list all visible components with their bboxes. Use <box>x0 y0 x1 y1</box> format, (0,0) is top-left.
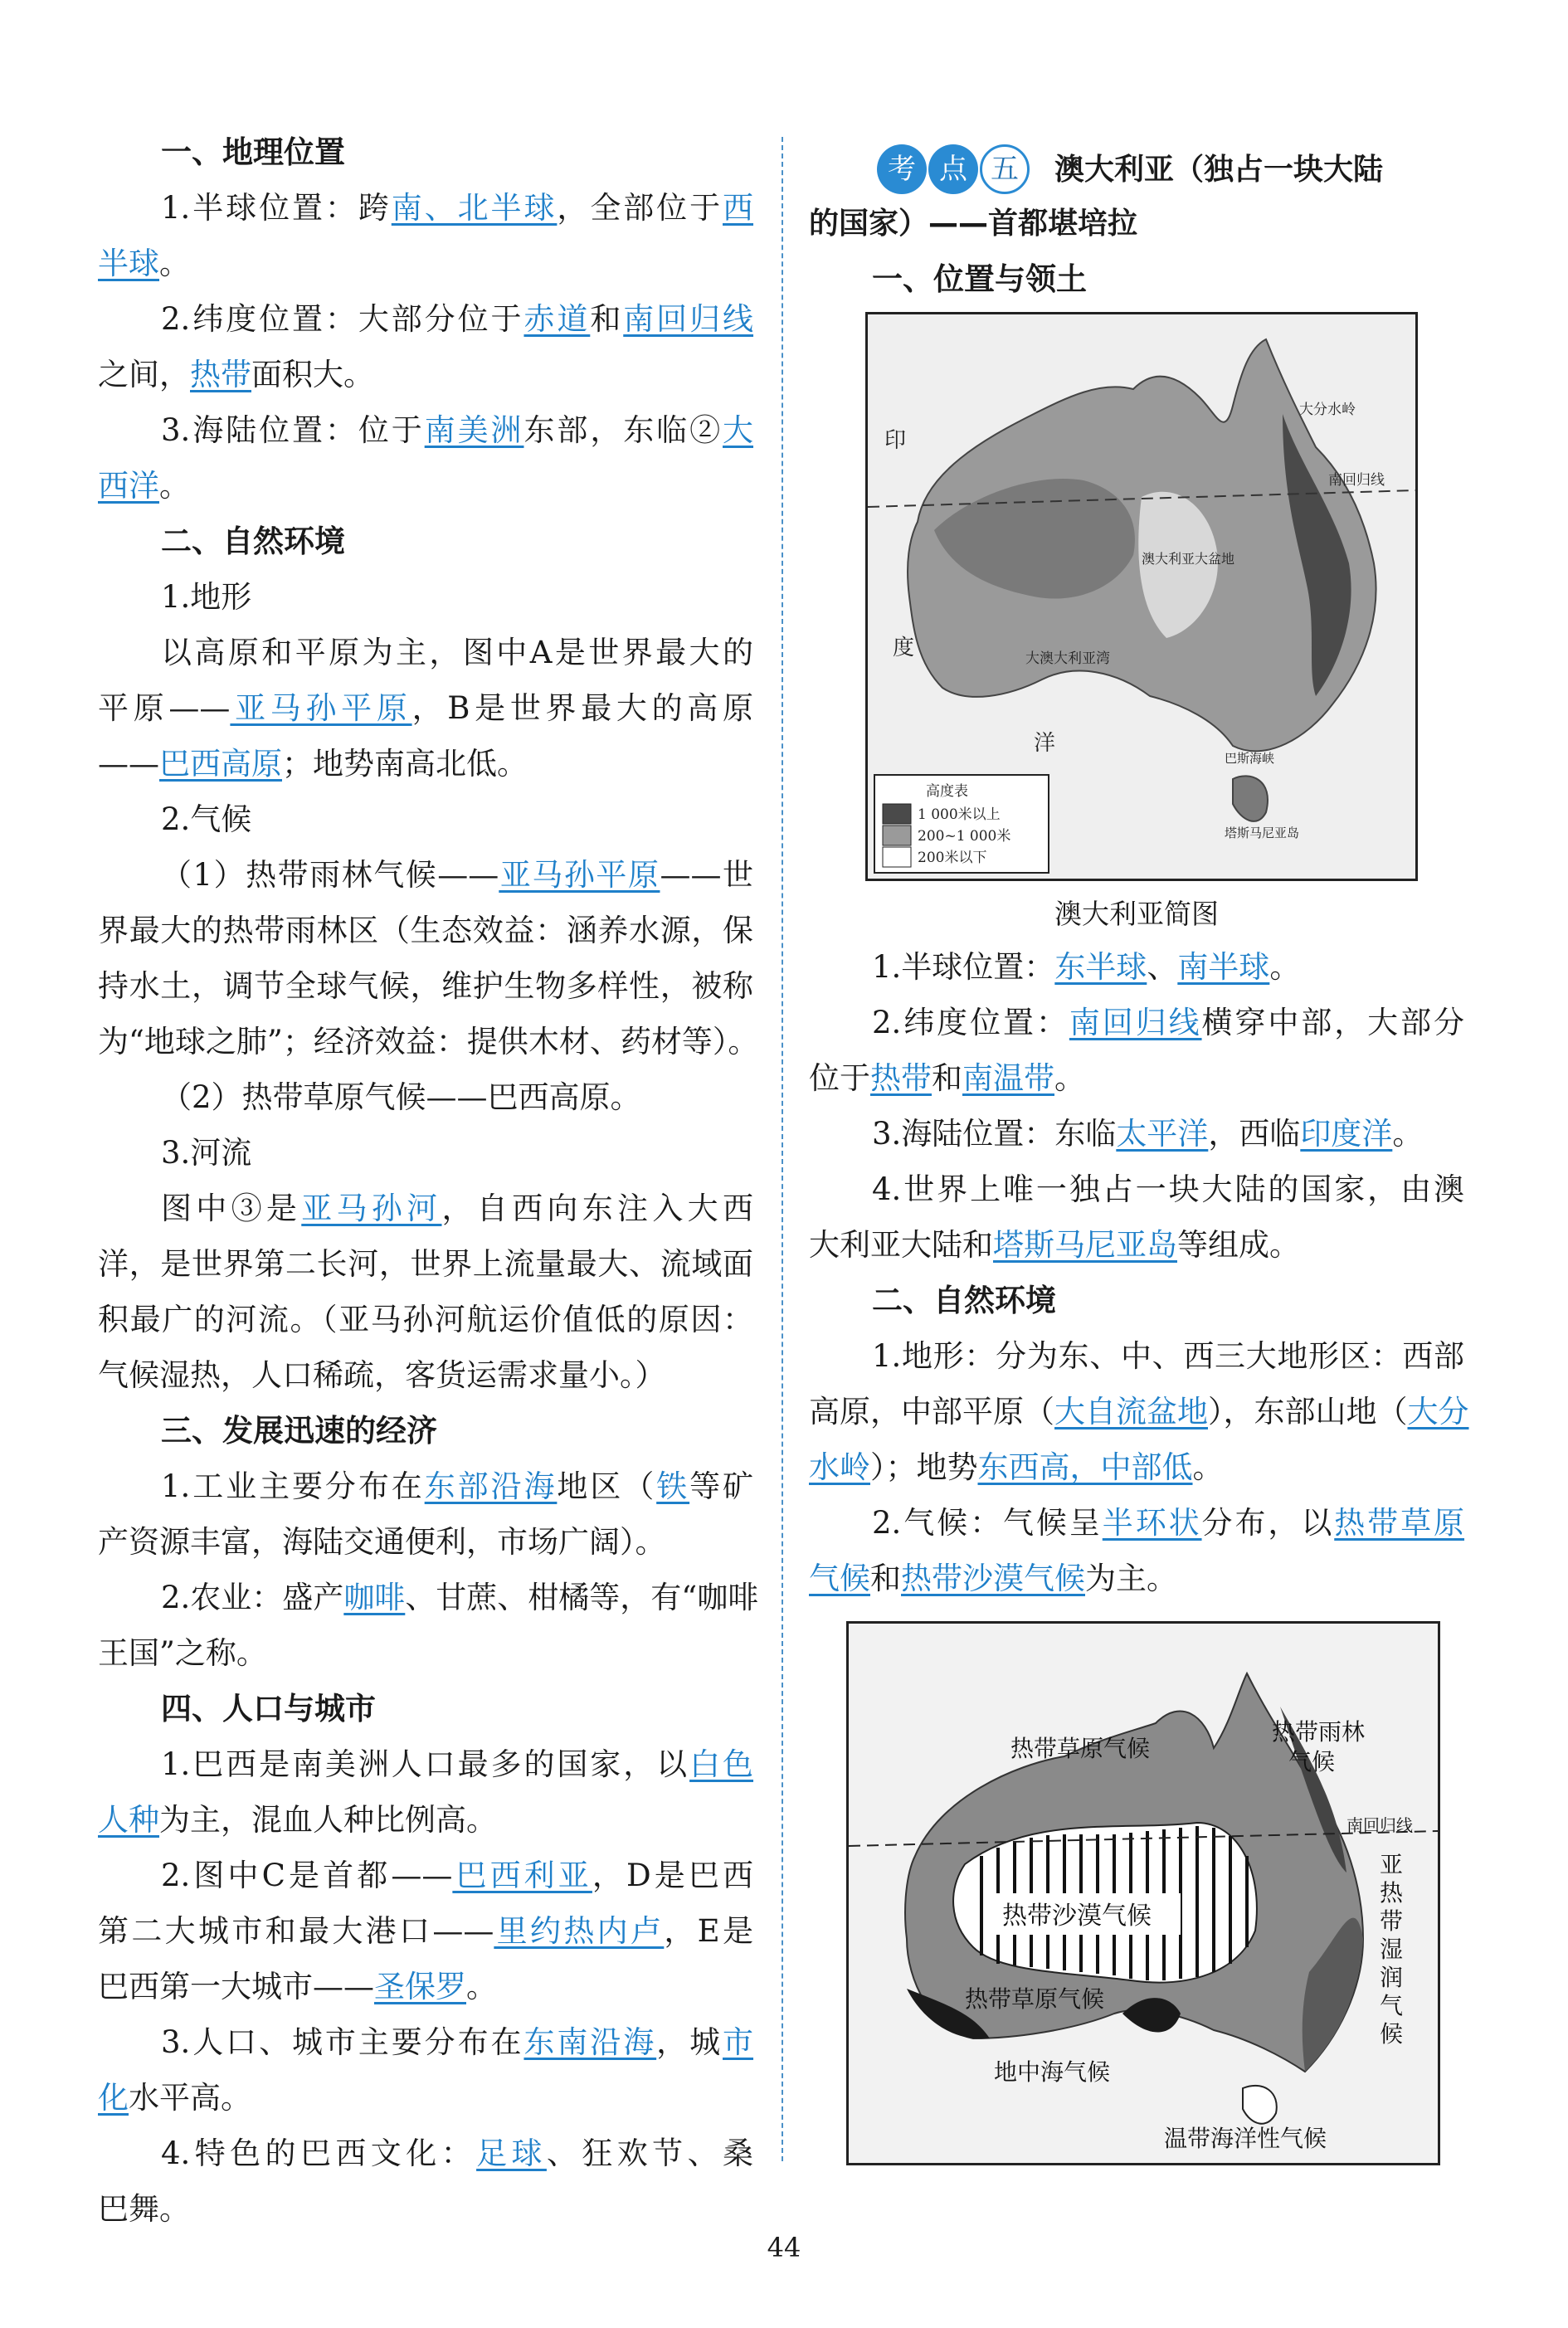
text-line: 3.海陆位置：位于南美洲东部，东临②大 <box>161 412 754 448</box>
map-caption: 澳大利亚简图 <box>1054 898 1219 930</box>
text-line: 3.人口、城市主要分布在东南沿海，城市 <box>161 2024 754 2060</box>
text-line: 界最大的热带雨林区（生态效益：涵养水源，保 <box>98 913 753 948</box>
text-line: 高原，中部平原（大自流盆地），东部山地（大分 <box>809 1394 1469 1429</box>
left-column <box>98 124 759 2237</box>
text-line: 大利亚大陆和塔斯马尼亚岛等组成。 <box>809 1227 1300 1263</box>
key-point-title: 澳大利亚（独占一块大陆 <box>1054 152 1384 187</box>
label-rainforest-2: 气候 <box>1288 1748 1336 1775</box>
key-point-title-cont: 的国家）——首都堪培拉 <box>809 207 1138 241</box>
label-desert: 热带沙漠气候 <box>1002 1902 1152 1931</box>
label-yin: 印 <box>884 428 907 453</box>
text-line: 1.地形：分为东、中、西三大地形区：西部 <box>872 1338 1464 1374</box>
text-line: 2.气候 <box>161 801 252 837</box>
text-line: 2.纬度位置：南回归线横穿中部，大部分 <box>872 1005 1465 1040</box>
text-line: 4.特色的巴西文化：足球、狂欢节、桑 <box>161 2136 754 2171</box>
label-savanna-north: 热带草原气候 <box>1010 1735 1151 1762</box>
text-line: 人种为主，混血人种比例高。 <box>98 1802 497 1838</box>
text-line: 2.纬度位置：大部分位于赤道和南回归线 <box>161 301 754 337</box>
label-tas: 塔斯马尼亚岛 <box>1225 826 1300 840</box>
australia-climate-map <box>846 1621 1440 2165</box>
text-line: 1.半球位置：跨南、北半球，全部位于西 <box>161 190 754 226</box>
page-number: 44 <box>767 2232 801 2263</box>
text-line: 1.工业主要分布在东部沿海地区（铁等矿 <box>161 1468 754 1504</box>
australia-terrain-map <box>865 312 1418 881</box>
legend-item: 200~1 000米 <box>918 828 1011 845</box>
text-line: 为“地球之肺”；经济效益：提供木材、药材等）。 <box>98 1024 759 1059</box>
elevation-legend <box>874 775 1049 873</box>
text-line: 巴舞。 <box>98 2191 190 2227</box>
label-tropic: 南回归线 <box>1328 472 1385 489</box>
section-heading-territory: 一、位置与领土 <box>872 261 1087 297</box>
text-line: 1.地形 <box>161 579 252 615</box>
text-line: 3.海陆位置：东临太平洋，西临印度洋。 <box>872 1116 1424 1152</box>
section-heading-population: 四、人口与城市 <box>161 1690 376 1727</box>
text-line: 持水土，调节全球气候，维护生物多样性，被称 <box>98 968 753 1004</box>
text-line: 洋，是世界第二长河，世界上流量最大、流域面 <box>98 1246 753 1282</box>
section-heading-environment: 二、自然环境 <box>161 523 345 559</box>
text-line: 以高原和平原为主，图中A是世界最大的 <box>161 635 753 670</box>
svg-text:热: 热 <box>1380 1879 1404 1907</box>
label-savanna-south: 热带草原气候 <box>965 1985 1105 2013</box>
text-line: 王国”之称。 <box>98 1635 267 1671</box>
text-line: 3.河流 <box>161 1135 252 1171</box>
text-line: 水岭）；地势东西高，中部低。 <box>809 1449 1224 1485</box>
right-column <box>809 143 1469 2165</box>
text-line: （1）热带雨林气候——亚马孙平原——世 <box>161 857 753 893</box>
key-point-badge <box>877 144 1030 194</box>
column-divider <box>782 137 783 2161</box>
section-heading-location: 一、地理位置 <box>161 134 345 170</box>
svg-text:带: 带 <box>1380 1907 1404 1935</box>
label-tropic-2: 南回归线 <box>1346 1815 1413 1835</box>
text-line: 位于热带和南温带。 <box>809 1060 1085 1096</box>
label-basin: 澳大利亚大盆地 <box>1142 551 1235 567</box>
label-range: 大分水岭 <box>1299 402 1356 418</box>
badge-char: 考 <box>877 144 927 194</box>
key-point-header <box>809 143 1464 196</box>
label-rainforest: 热带雨林 <box>1272 1718 1366 1746</box>
label-strait: 巴斯海峡 <box>1225 751 1275 766</box>
text-line: 巴西第一大城市——圣保罗。 <box>98 1969 497 2004</box>
text-line: 2.气候：气候呈半环状分布，以热带草原 <box>872 1505 1465 1541</box>
label-subtropical <box>1380 1851 1404 2048</box>
svg-text:亚: 亚 <box>1380 1851 1404 1878</box>
text-line: 西洋。 <box>98 468 190 504</box>
svg-text:湿: 湿 <box>1380 1936 1404 1963</box>
badge-char: 五 <box>980 144 1030 194</box>
label-marine: 温带海洋性气候 <box>1164 2125 1327 2152</box>
text-line: ——巴西高原；地势南高北低。 <box>98 746 528 782</box>
section-heading-environment-au: 二、自然环境 <box>872 1282 1056 1318</box>
section-heading-economy: 三、发展迅速的经济 <box>161 1412 437 1449</box>
legend-item: 1 000米以上 <box>918 806 1001 823</box>
text-line: 第二大城市和最大港口——里约热内卢，E是 <box>98 1913 754 1949</box>
text-line: 1.巴西是南美洲人口最多的国家，以白色 <box>161 1746 754 1782</box>
text-line: 1.半球位置：东半球、南半球。 <box>872 949 1301 985</box>
text-line: 化水平高。 <box>98 2080 251 2116</box>
label-du: 度 <box>893 636 915 660</box>
text-line: 2.图中C是首都——巴西利亚，D是巴西 <box>161 1858 753 1893</box>
svg-text:候: 候 <box>1380 2020 1404 2048</box>
text-line: 图中③是亚马孙河，自西向东注入大西 <box>161 1191 753 1226</box>
text-line: （2）热带草原气候——巴西高原。 <box>161 1079 641 1115</box>
text-line: 2.农业：盛产咖啡、甘蔗、柑橘等，有“咖啡 <box>161 1580 759 1615</box>
climate-map-svg <box>849 1624 1438 2163</box>
text-line: 平原——亚马孙平原，B是世界最大的高原 <box>98 690 753 726</box>
legend-item: 200米以下 <box>918 850 987 866</box>
label-yang: 洋 <box>1034 731 1056 756</box>
svg-text:气: 气 <box>1380 1992 1404 2019</box>
text-line: 气候和热带沙漠气候为主。 <box>809 1561 1177 1596</box>
label-bight: 大澳大利亚湾 <box>1025 650 1110 667</box>
svg-text:润: 润 <box>1380 1964 1404 1991</box>
text-line: 产资源丰富，海陆交通便利，市场广阔）。 <box>98 1524 666 1560</box>
legend-title: 高度表 <box>926 783 968 800</box>
terrain-map-svg <box>868 314 1415 879</box>
badge-char: 点 <box>928 144 978 194</box>
text-line: 半球。 <box>98 246 190 281</box>
label-mediterranean: 地中海气候 <box>994 2058 1111 2086</box>
text-line: 4.世界上唯一独占一块大陆的国家，由澳 <box>872 1171 1464 1207</box>
text-line: 气候湿热，人口稀疏，客货运需求量小。） <box>98 1357 666 1393</box>
text-line: 之间，热带面积大。 <box>98 357 374 392</box>
text-line: 积最广的河流。（亚马孙河航运价值低的原因： <box>98 1302 753 1337</box>
